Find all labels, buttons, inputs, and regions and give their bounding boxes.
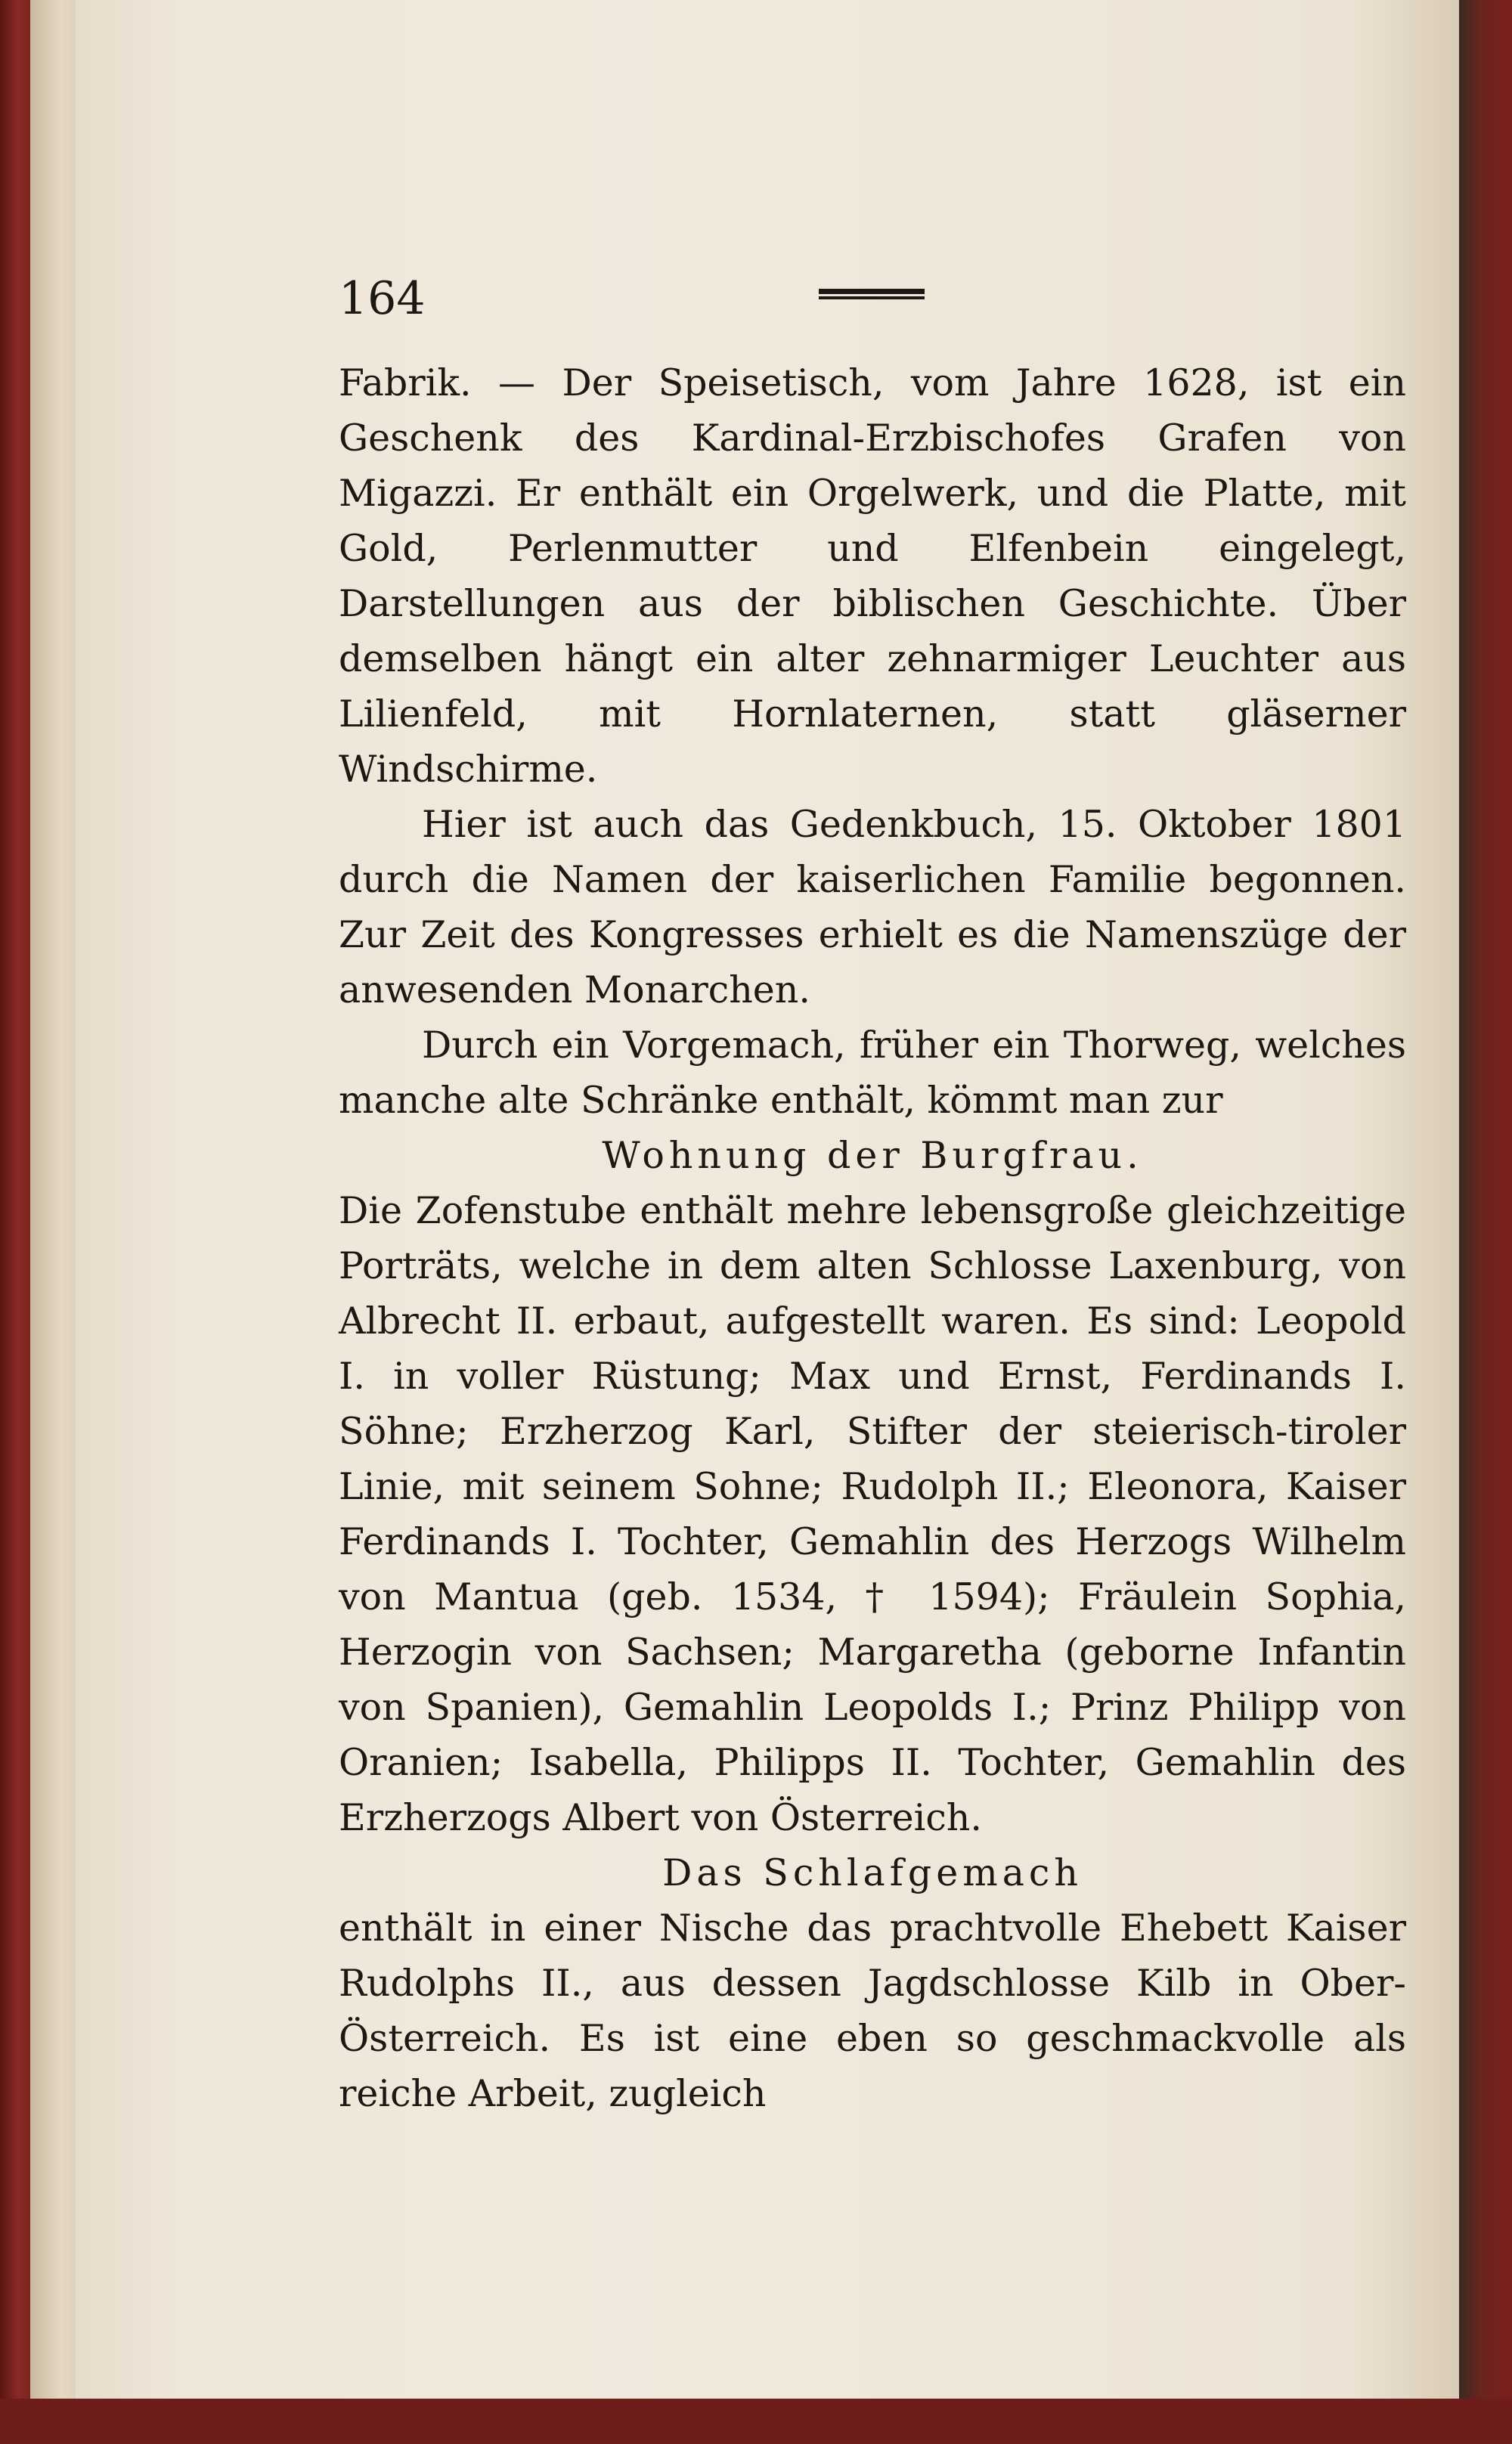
- running-header: [339, 272, 1406, 325]
- page-number: 164: [339, 272, 426, 325]
- header-rule: [819, 289, 925, 299]
- book-cover-bottom: [0, 2399, 1512, 2444]
- paragraph-2: Hier ist auch das Gedenkbuch, 15. Oktober 1801 durch die Namen der kaiserlichen Familie begonnen. Zur Zeit des Kongresses erhielt es die Namenszüge der anwesenden Monarchen.: [339, 803, 1406, 1011]
- paragraph-4: Die Zofenstube enthält mehre lebensgroße gleichzeitige Porträts, welche in dem alten Schlosse Laxenburg, von Albrecht II. erbaut, aufgestellt waren. Es sind: Leopold I. in voller Rüstung; Max und Ernst, Ferdinands I. Söhne; Erzherzog Karl, Stifter der steierisch-tiroler Linie, mit seinem Sohne; Rudolph II.; Eleonora, Kaiser Ferdinands I. Tochter, Gemahlin des Herzogs Wilhelm von Mantua (geb. 1534, † 1594); Fräulein Sophia, Herzogin von Sachsen; Margaretha (geborne Infantin von Spanien), Gemahlin Leopolds I.; Prinz Philipp von Oranien; Isabella, Philipps II. Tochter, Gemahlin des Erzherzogs Albert von Österreich.: [339, 1189, 1406, 1839]
- paragraph-1: Fabrik. — Der Speisetisch, vom Jahre 1628, ist ein Geschenk des Kardinal-Erzbischofes Grafen von Migazzi. Er enthält ein Orgelwerk, und die Platte, mit Gold, Perlenmutter und Elfenbein eingelegt, Darstellungen aus der biblischen Geschichte. Über demselben hängt ein alter zehnarmiger Leuchter aus Lilienfeld, mit Hornlaternen, statt gläserner Windschirme.: [339, 361, 1406, 791]
- section-heading-schlafgemach: Das Schlafgemach: [662, 1851, 1083, 1894]
- paragraph-3: Durch ein Vorgemach, früher ein Thorweg, welches manche alte Schränke enthält, kömmt man zur: [339, 1024, 1406, 1122]
- paragraph-5: enthält in einer Nische das prachtvolle Ehebett Kaiser Rudolphs II., aus dessen Jagdschlosse Kilb in Ober-Österreich. Es ist eine eben so geschmackvolle als reiche Arbeit, zugleich: [339, 1907, 1406, 2115]
- section-heading-burgfrau: Wohnung der Burgfrau.: [602, 1134, 1143, 1177]
- page-text-block: [339, 272, 1406, 2121]
- book-binding-right: [1459, 0, 1512, 2444]
